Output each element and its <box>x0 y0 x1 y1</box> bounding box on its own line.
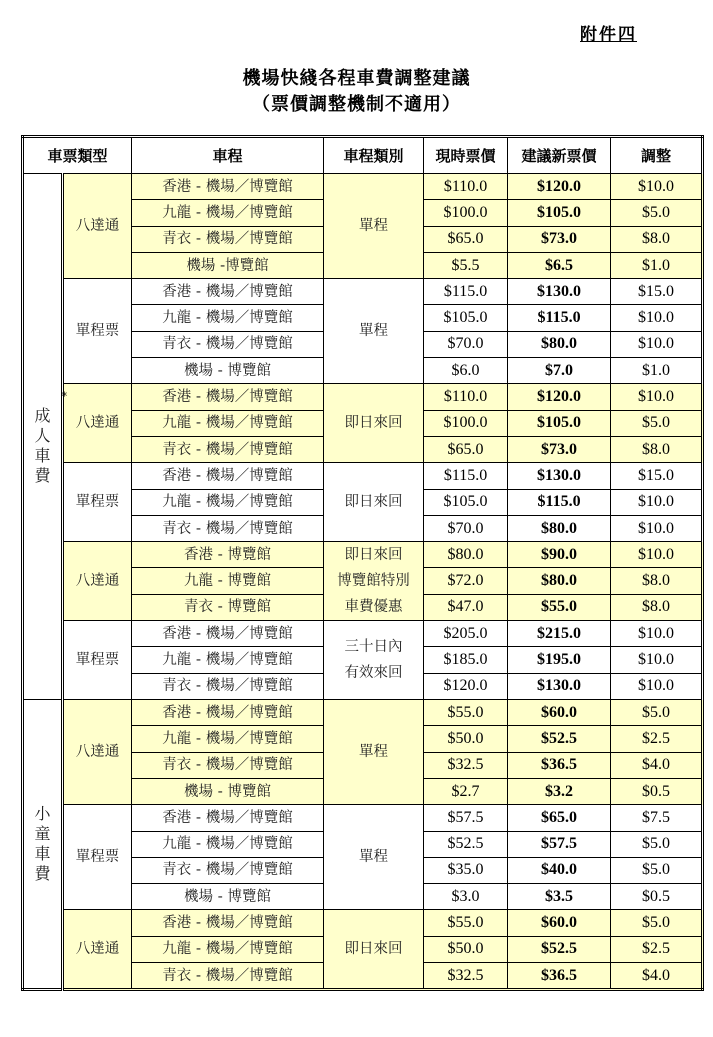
route: 青衣 - 機場／博覽館 <box>132 436 324 462</box>
fare-adjustment: $10.0 <box>611 647 703 673</box>
proposed-fare: $120.0 <box>508 174 611 200</box>
route: 香港 - 機場／博覽館 <box>132 910 324 936</box>
route: 機場 - 博覽館 <box>132 358 324 384</box>
current-fare: $105.0 <box>424 305 508 331</box>
proposed-fare: $36.5 <box>508 752 611 778</box>
proposed-fare: $215.0 <box>508 621 611 647</box>
document-subtitle: （票價調整機制不適用） <box>252 94 461 115</box>
fare-adjustment: $5.0 <box>611 910 703 936</box>
table-row <box>23 805 703 831</box>
current-fare: $115.0 <box>424 463 508 489</box>
current-fare: $80.0 <box>424 542 508 568</box>
current-fare: $100.0 <box>424 410 508 436</box>
journey-class-label: 單程 <box>359 218 389 235</box>
route: 機場 - 博覽館 <box>132 778 324 804</box>
fare-adjustment: $4.0 <box>611 963 703 990</box>
journey-class <box>324 805 424 910</box>
proposed-fare: $130.0 <box>508 463 611 489</box>
route: 香港 - 機場／博覽館 <box>132 463 324 489</box>
proposed-fare: $90.0 <box>508 542 611 568</box>
proposed-fare: $60.0 <box>508 700 611 726</box>
current-fare: $110.0 <box>424 384 508 410</box>
ticket-type: 單程票 <box>63 621 132 700</box>
header-journey-class: 車程類別 <box>324 137 424 174</box>
current-fare: $110.0 <box>424 174 508 200</box>
fare-adjustment: $8.0 <box>611 226 703 252</box>
section-label: 小童車費 <box>34 804 51 884</box>
current-fare: $120.0 <box>424 673 508 699</box>
fare-adjustment: $5.0 <box>611 831 703 857</box>
fare-adjustment: $10.0 <box>611 489 703 515</box>
current-fare: $100.0 <box>424 200 508 226</box>
proposed-fare: $115.0 <box>508 305 611 331</box>
table-row <box>23 542 703 568</box>
proposed-fare: $130.0 <box>508 673 611 699</box>
current-fare: $50.0 <box>424 726 508 752</box>
route: 青衣 - 博覽館 <box>132 594 324 620</box>
route: 青衣 - 機場／博覽館 <box>132 226 324 252</box>
fare-adjustment: $1.0 <box>611 252 703 278</box>
journey-class-label: 單程 <box>359 849 389 866</box>
current-fare: $55.0 <box>424 910 508 936</box>
current-fare: $55.0 <box>424 700 508 726</box>
current-fare: $32.5 <box>424 752 508 778</box>
journey-class <box>324 463 424 542</box>
current-fare: $6.0 <box>424 358 508 384</box>
fare-adjustment: $10.0 <box>611 673 703 699</box>
route: 青衣 - 機場／博覽館 <box>132 515 324 541</box>
route: 香港 - 博覽館 <box>132 542 324 568</box>
table-row <box>23 463 703 489</box>
fare-table <box>21 135 704 991</box>
route: 香港 - 機場／博覽館 <box>132 174 324 200</box>
fare-adjustment: $10.0 <box>611 331 703 357</box>
current-fare: $57.5 <box>424 805 508 831</box>
route: 青衣 - 機場／博覽館 <box>132 857 324 883</box>
current-fare: $3.0 <box>424 884 508 910</box>
route: 青衣 - 機場／博覽館 <box>132 673 324 699</box>
route: 九龍 - 機場／博覽館 <box>132 489 324 515</box>
proposed-fare: $3.2 <box>508 778 611 804</box>
route: 機場 - 博覽館 <box>132 884 324 910</box>
ticket-type: 單程票 <box>63 279 132 384</box>
journey-class-label: 即日來回 博覽館特別 車費優惠 <box>337 547 410 616</box>
proposed-fare: $120.0 <box>508 384 611 410</box>
ticket-type: 單程票 <box>63 805 132 910</box>
fare-adjustment: $10.0 <box>611 384 703 410</box>
current-fare: $65.0 <box>424 226 508 252</box>
proposed-fare: $55.0 <box>508 594 611 620</box>
fare-adjustment: $8.0 <box>611 436 703 462</box>
current-fare: $52.5 <box>424 831 508 857</box>
section-label: 成人車費 <box>34 405 51 485</box>
ticket-type: 單程票 <box>63 463 132 542</box>
current-fare: $2.7 <box>424 778 508 804</box>
proposed-fare: $115.0 <box>508 489 611 515</box>
route: 九龍 - 機場／博覽館 <box>132 936 324 962</box>
fare-adjustment: $8.0 <box>611 594 703 620</box>
table-row <box>23 700 703 726</box>
table-body <box>23 174 703 990</box>
route: 青衣 - 機場／博覽館 <box>132 963 324 990</box>
current-fare: $70.0 <box>424 331 508 357</box>
journey-class-label: 單程 <box>359 744 389 761</box>
proposed-fare: $3.5 <box>508 884 611 910</box>
proposed-fare: $40.0 <box>508 857 611 883</box>
proposed-fare: $73.0 <box>508 226 611 252</box>
current-fare: $47.0 <box>424 594 508 620</box>
fare-adjustment: $5.0 <box>611 700 703 726</box>
proposed-fare: $6.5 <box>508 252 611 278</box>
document-title: 機場快綫各程車費調整建議 <box>242 68 471 89</box>
fare-adjustment: $10.0 <box>611 174 703 200</box>
current-fare: $35.0 <box>424 857 508 883</box>
journey-class-label: 三十日內 有效來回 <box>344 639 403 682</box>
route: 九龍 - 機場／博覽館 <box>132 305 324 331</box>
fare-adjustment: $5.0 <box>611 200 703 226</box>
fare-adjustment: $10.0 <box>611 542 703 568</box>
route: 香港 - 機場／博覽館 <box>132 384 324 410</box>
fare-adjustment: $5.0 <box>611 410 703 436</box>
journey-class-label: 即日來回 <box>344 415 403 432</box>
proposed-fare: $7.0 <box>508 358 611 384</box>
proposed-fare: $195.0 <box>508 647 611 673</box>
current-fare: $105.0 <box>424 489 508 515</box>
current-fare: $50.0 <box>424 936 508 962</box>
current-fare: $115.0 <box>424 279 508 305</box>
footnote-mark: * <box>61 389 67 403</box>
journey-class <box>324 700 424 805</box>
proposed-fare: $65.0 <box>508 805 611 831</box>
route: 九龍 - 機場／博覽館 <box>132 410 324 436</box>
header-adjustment: 調整 <box>611 137 703 174</box>
table-header-row <box>23 137 703 174</box>
journey-class-label: 單程 <box>359 323 389 340</box>
ticket-type: 八達通 <box>63 174 132 279</box>
journey-class <box>324 910 424 990</box>
table-row <box>23 910 703 936</box>
header-current-fare: 現時票價 <box>424 137 508 174</box>
current-fare: $185.0 <box>424 647 508 673</box>
current-fare: $5.5 <box>424 252 508 278</box>
journey-class <box>324 384 424 463</box>
table-row <box>23 174 703 200</box>
fare-adjustment: $4.0 <box>611 752 703 778</box>
ticket-type: 八達通 <box>63 910 132 990</box>
proposed-fare: $52.5 <box>508 936 611 962</box>
proposed-fare: $57.5 <box>508 831 611 857</box>
section-label-cell <box>23 700 63 990</box>
journey-class <box>324 621 424 700</box>
route: 九龍 - 機場／博覽館 <box>132 647 324 673</box>
fare-adjustment: $1.0 <box>611 358 703 384</box>
ticket-type: 八達通 <box>63 384 132 463</box>
journey-class <box>324 174 424 279</box>
route: 九龍 - 博覽館 <box>132 568 324 594</box>
route: 九龍 - 機場／博覽館 <box>132 726 324 752</box>
proposed-fare: $105.0 <box>508 200 611 226</box>
fare-adjustment: $7.5 <box>611 805 703 831</box>
route: 香港 - 機場／博覽館 <box>132 279 324 305</box>
ticket-type: 八達通 <box>63 700 132 805</box>
route: 香港 - 機場／博覽館 <box>132 805 324 831</box>
fare-adjustment: $5.0 <box>611 857 703 883</box>
route: 九龍 - 機場／博覽館 <box>132 200 324 226</box>
route: 青衣 - 機場／博覽館 <box>132 752 324 778</box>
route: 九龍 - 機場／博覽館 <box>132 831 324 857</box>
fare-adjustment: $2.5 <box>611 726 703 752</box>
proposed-fare: $60.0 <box>508 910 611 936</box>
proposed-fare: $105.0 <box>508 410 611 436</box>
fare-adjustment: $8.0 <box>611 568 703 594</box>
proposed-fare: $80.0 <box>508 331 611 357</box>
route: 香港 - 機場／博覽館 <box>132 621 324 647</box>
journey-class <box>324 542 424 621</box>
proposed-fare: $73.0 <box>508 436 611 462</box>
fare-adjustment: $2.5 <box>611 936 703 962</box>
ticket-type: 八達通 <box>63 542 132 621</box>
current-fare: $70.0 <box>424 515 508 541</box>
section-label-cell <box>23 174 67 700</box>
current-fare: $205.0 <box>424 621 508 647</box>
fare-adjustment: $15.0 <box>611 463 703 489</box>
fare-adjustment: $0.5 <box>611 778 703 804</box>
journey-class <box>324 279 424 384</box>
table-row <box>23 279 703 305</box>
table-row <box>23 384 703 410</box>
fare-adjustment: $10.0 <box>611 621 703 647</box>
proposed-fare: $52.5 <box>508 726 611 752</box>
current-fare: $65.0 <box>424 436 508 462</box>
header-route: 車程 <box>132 137 324 174</box>
journey-class-label: 即日來回 <box>344 941 403 958</box>
proposed-fare: $36.5 <box>508 963 611 990</box>
proposed-fare: $80.0 <box>508 515 611 541</box>
current-fare: $72.0 <box>424 568 508 594</box>
annex-label: 附件四 <box>580 25 637 45</box>
fare-adjustment: $10.0 <box>611 305 703 331</box>
current-fare: $32.5 <box>424 963 508 990</box>
route: 青衣 - 機場／博覽館 <box>132 331 324 357</box>
header-proposed-fare: 建議新票價 <box>508 137 611 174</box>
header-ticket-type: 車票類型 <box>23 137 132 174</box>
route: 機場 -博覽館 <box>132 252 324 278</box>
proposed-fare: $130.0 <box>508 279 611 305</box>
table-row <box>23 621 703 647</box>
proposed-fare: $80.0 <box>508 568 611 594</box>
fare-adjustment: $10.0 <box>611 515 703 541</box>
fare-adjustment: $0.5 <box>611 884 703 910</box>
fare-adjustment: $15.0 <box>611 279 703 305</box>
route: 香港 - 機場／博覽館 <box>132 700 324 726</box>
journey-class-label: 即日來回 <box>344 494 403 511</box>
